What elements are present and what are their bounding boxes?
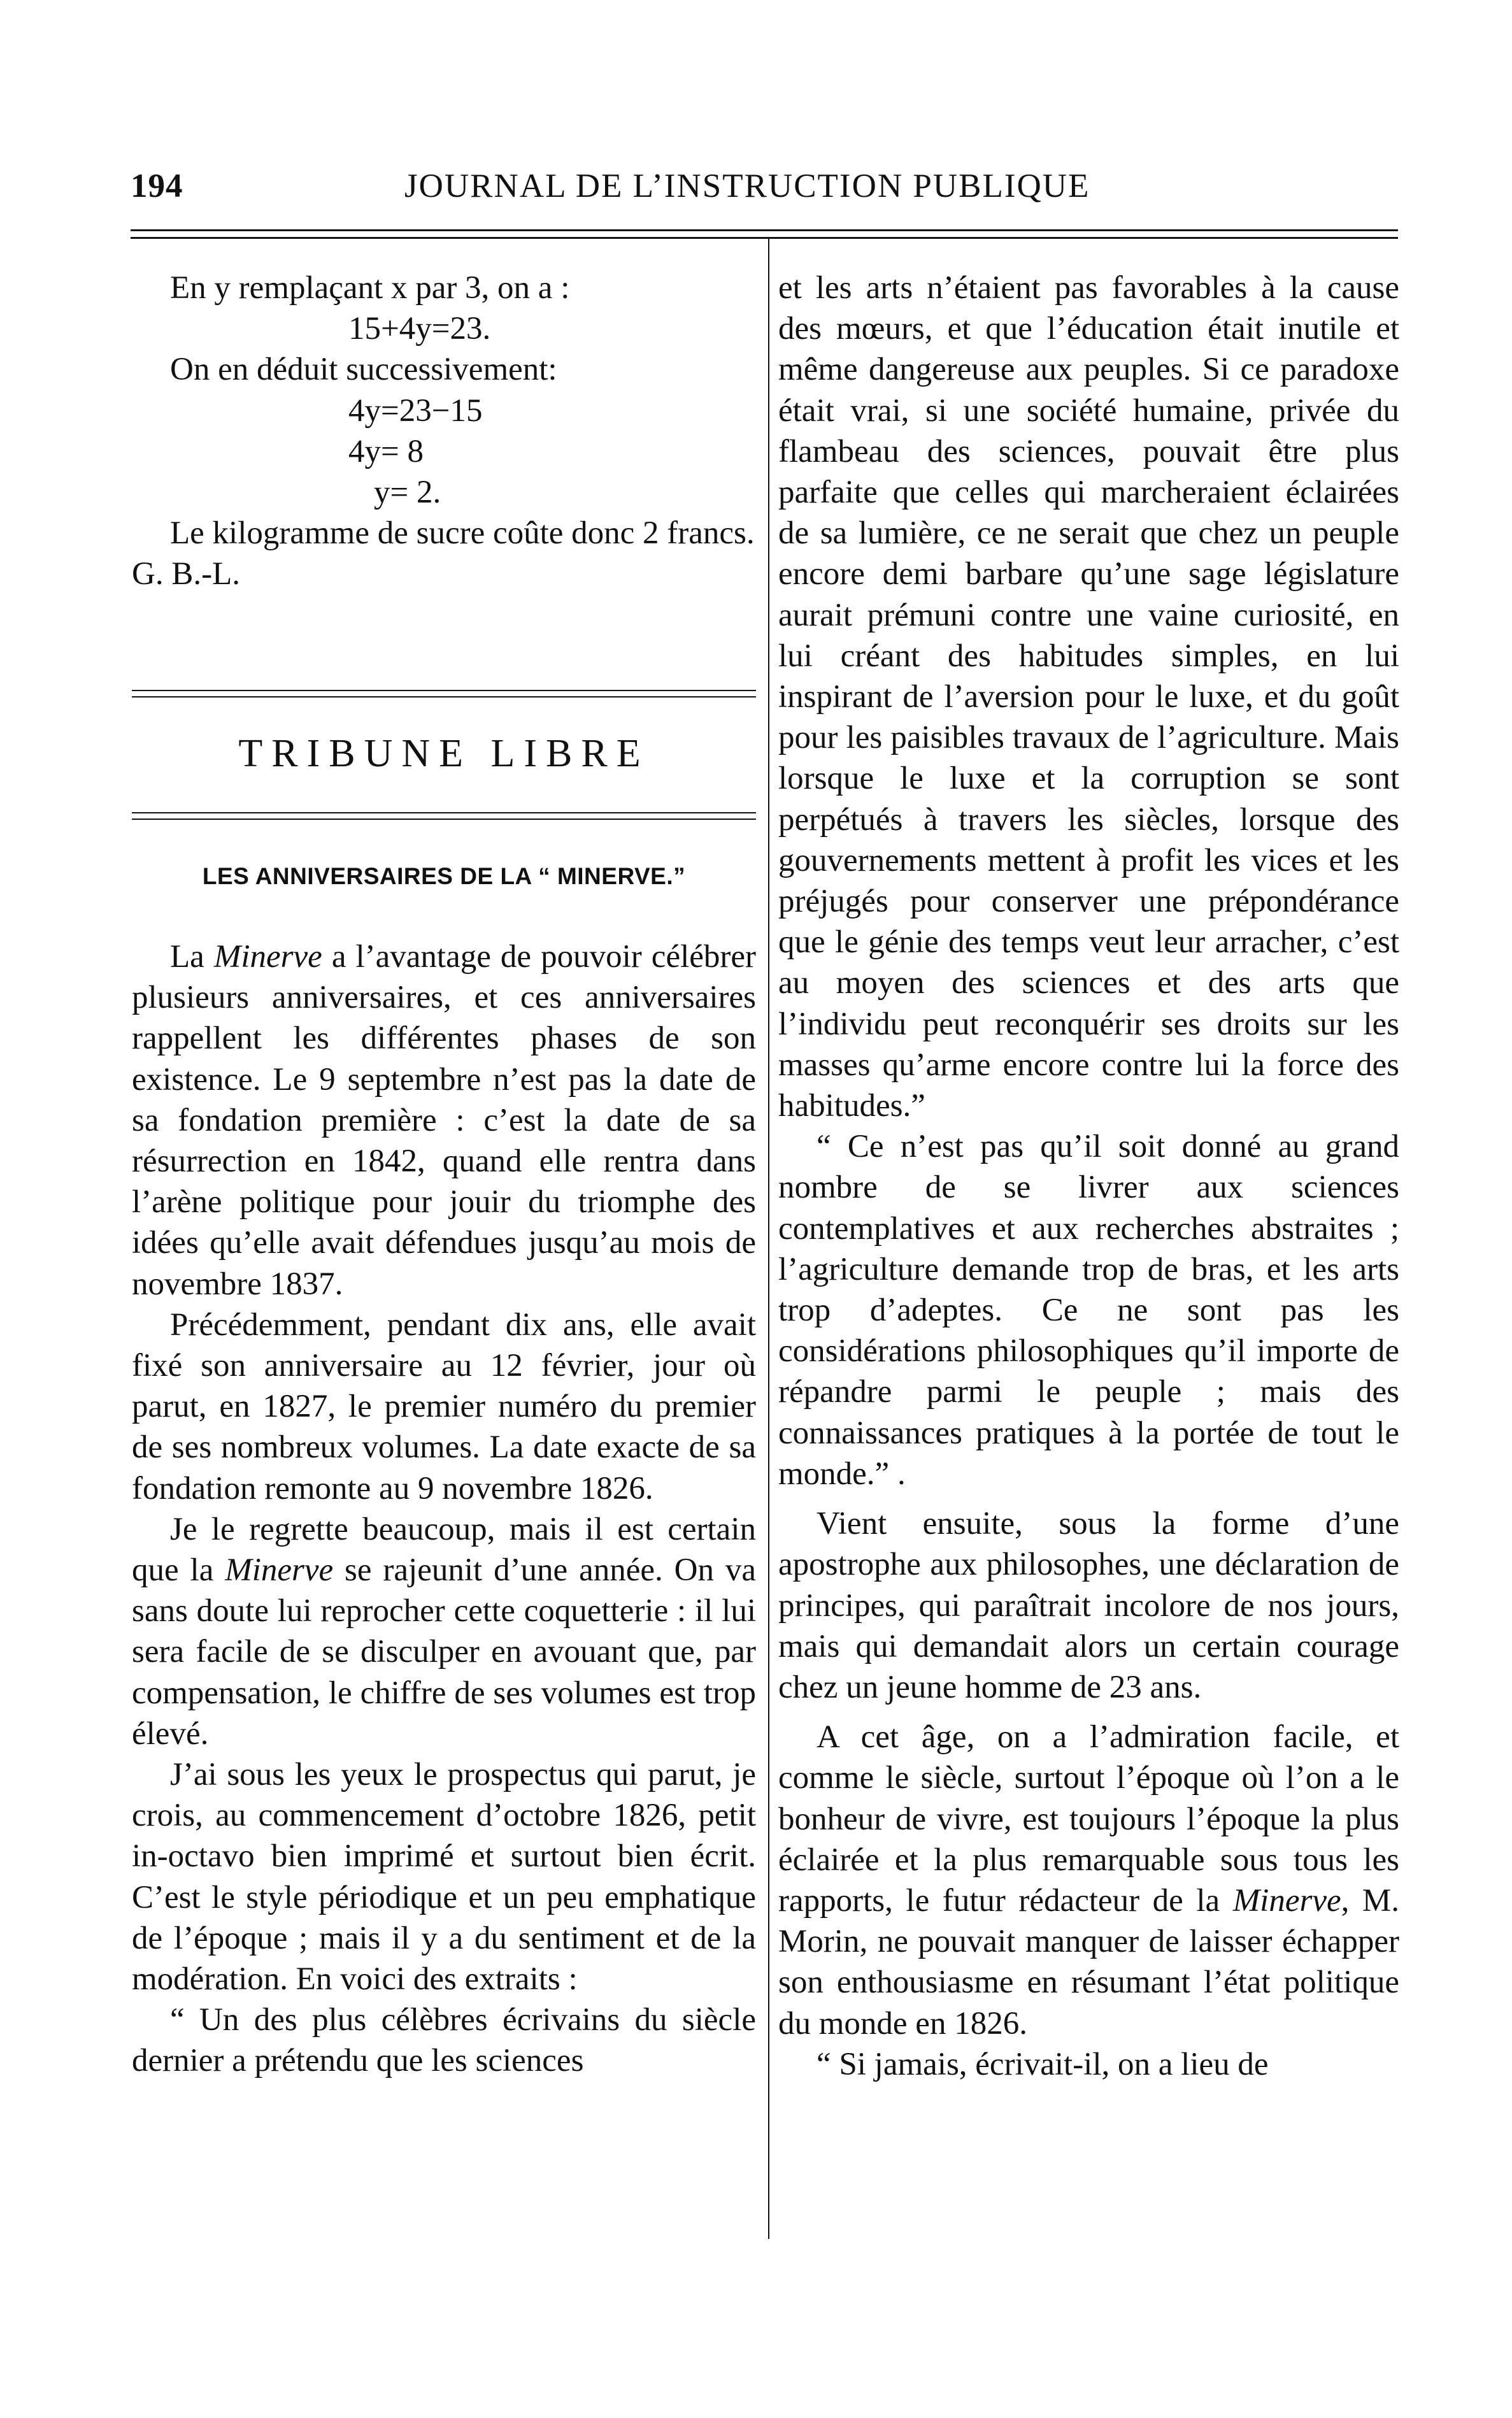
right-column bbox=[778, 268, 1399, 2085]
text-run: se rajeunit d’une année. On va sans doute lui reprocher cette coquetterie : il lui sera facile de se disculper en avouant que, par compensation, le chiffre de ses volumes est trop élevé. bbox=[132, 1552, 756, 1752]
paragraph bbox=[778, 1717, 1399, 2044]
italic-title: Minerve bbox=[213, 939, 322, 975]
equation: 15+4y=23. bbox=[348, 311, 491, 347]
equation: 4y= 8 bbox=[348, 433, 424, 469]
article-title: LES ANNIVERSAIRES DE LA “ MINERVE.” bbox=[202, 863, 686, 889]
column-divider bbox=[768, 239, 769, 2239]
running-head bbox=[131, 167, 1398, 218]
header-rule-bottom bbox=[131, 237, 1398, 239]
paragraph: et les arts n’étaient pas favorables à la cause des mœurs, et que l’éducation était inutile et même dangereuse aux peuples. Si ce paradoxe était vrai, si une société humaine, privée du flambeau des sciences, pouvait être plus parfaite que celles qui marcheraient éclairées de sa lumière, ce ne serait que chez un peuple encore demi barbare qu’une sage législature aurait prémuni contre une vaine curiosité, en lui créant des habitudes simples, en lui inspirant de l’aversion pour le luxe, et du goût pour les paisibles travaux de l’agriculture. Mais lorsque le luxe et la corruption se sont perpétués à travers les siècles, lorsque des gouvernements mettent à profit les vices et les préjugés pour conserver une prépondérance que le génie des temps veut leur arracher, c’est au moyen des sciences et des arts que l’individu peut reconquérir ses droits sur les masses qu’arme encore contre lui la force des habitudes.” bbox=[778, 270, 1399, 1124]
section-rule-2 bbox=[132, 696, 756, 698]
section-rule-3 bbox=[132, 812, 756, 813]
paragraph: “ Un des plus célèbres écrivains du siècle dernier a prétendu que les sciences bbox=[132, 2002, 756, 2079]
text-line: En y remplaçant x par 3, on a : bbox=[170, 270, 570, 306]
left-column-top bbox=[132, 268, 756, 595]
left-column-body bbox=[132, 936, 756, 2082]
page-number: 194 bbox=[131, 168, 183, 204]
text-run: Je le regrette beaucoup, mais il est certain que la bbox=[132, 1511, 756, 1589]
italic-title: Minerve bbox=[1232, 1882, 1341, 1919]
text-run: a l’avantage de pouvoir célébrer plusieurs anniversaires, et ces anniversaires rappellent les différentes phases de son existence. Le 9 septembre n’est pas la date de sa fondation première : c’est la date de sa résurrection en 1842, quand elle rentra dans l’arène politique pour jouir du triomphe des idées qu’elle avait défendues jusqu’au mois de novembre 1837. bbox=[132, 939, 756, 1302]
italic-title: Minerve bbox=[225, 1552, 334, 1589]
paragraph: J’ai sous les yeux le prospectus qui parut, je crois, au commencement d’octobre 1826, petit in-octavo bien imprimé et surtout bien écrit. C’est le style périodique et un peu emphatique de l’époque ; mais il y a du sentiment et de la modération. En voici des extraits : bbox=[132, 1757, 756, 1998]
text-run: A cet âge, on a l’admiration facile, et comme le siècle, surtout l’époque où l’on a le bonheur de vivre, est toujours l’époque la plus éclairée et la plus remarquable sous tous les rapports, le futur rédacteur de la bbox=[778, 1719, 1399, 1919]
section-rule-1 bbox=[132, 690, 756, 691]
paragraph: Vient ensuite, sous la forme d’une apostrophe aux philosophes, une déclaration de principes, qui paraîtrait incolore de nos jours, mais qui demandait alors un certain courage chez un jeune homme de 23 ans. bbox=[778, 1506, 1399, 1705]
paragraph: “ Ce n’est pas qu’il soit donné au grand nombre de se livrer aux sciences contemplatives et aux recherches abstraites ; l’agriculture demande trop de bras, et les arts trop d’adeptes. Ce ne sont pas les considérations philosophiques qu’il importe de répandre parmi le peuple ; mais des connaissances pratiques à la portée de tout le monde.” . bbox=[778, 1129, 1399, 1492]
signature: G. B.-L. bbox=[132, 556, 240, 592]
paragraph: Précédemment, pendant dix ans, elle avait fixé son anniversaire au 12 février, jour où parut, en 1827, le premier numéro du premier de ses nombreux volumes. La date exacte de sa fondation remonte au 9 novembre 1826. bbox=[132, 1306, 756, 1506]
section-rule-4 bbox=[132, 819, 756, 820]
section-title: TRIBUNE LIBRE bbox=[238, 732, 650, 775]
text-run: La bbox=[170, 939, 214, 975]
header-rule-top bbox=[131, 229, 1398, 231]
text-line: Le kilogramme de sucre coûte donc 2 francs. bbox=[170, 515, 755, 552]
paragraph: “ Si jamais, écrivait-il, on a lieu de bbox=[817, 2046, 1269, 2082]
paragraph bbox=[132, 1509, 756, 1754]
running-title: JOURNAL DE L’INSTRUCTION PUBLIQUE bbox=[404, 168, 1090, 204]
equation: y= 2. bbox=[374, 475, 441, 511]
equation: 4y=23−15 bbox=[348, 392, 483, 429]
paragraph bbox=[132, 936, 756, 1305]
text-line: On en déduit successivement: bbox=[170, 352, 557, 388]
text-run: , M. Morin, ne pouvait manquer de laisser échapper son enthousiasme en résumant l’état politique du monde en 1826. bbox=[778, 1882, 1399, 2042]
